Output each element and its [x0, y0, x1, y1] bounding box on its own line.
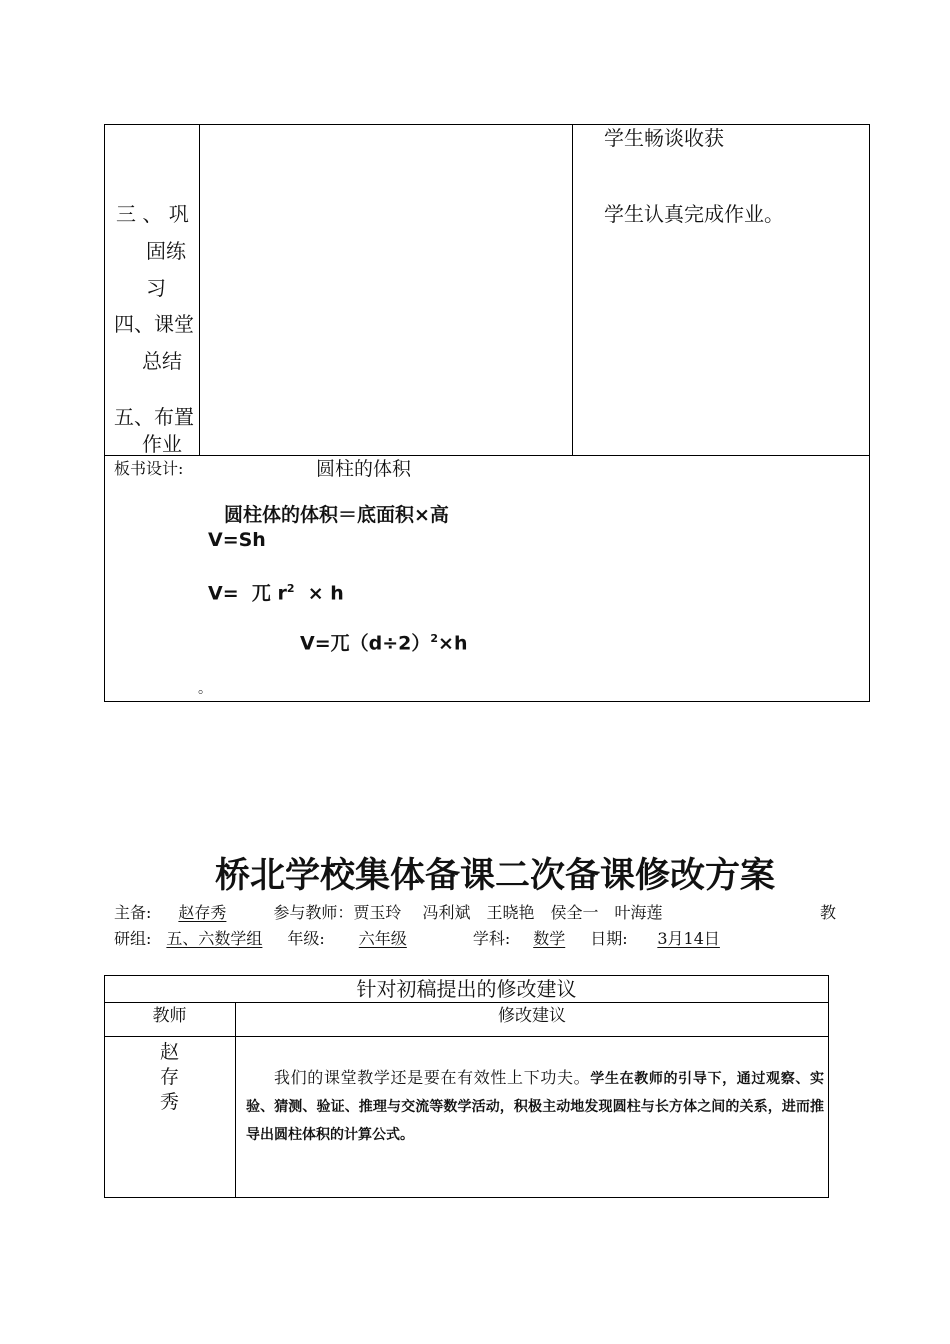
- student-activity-1: 学生畅谈收获: [604, 126, 724, 150]
- stage-line: 习: [146, 276, 166, 300]
- table-divider-1: [199, 124, 200, 456]
- rtable-divider: [235, 1002, 236, 1198]
- stage-line: 作业: [142, 432, 182, 456]
- table-border-top: [104, 124, 870, 125]
- rtable-border-bottom: [104, 1197, 829, 1198]
- board-label: 板书设计:: [114, 459, 184, 478]
- suggestion-bold: 学生在教师的引导下，通过观察、实验、猜测、验证、推理与交流等数学活动，积极主动地发现圆柱与长方体之间的关系，进而推导出圆柱体积的计算公式。: [246, 1071, 824, 1143]
- subject-value: 数学: [533, 929, 566, 948]
- table-border-right: [869, 124, 870, 702]
- formula-part: ×h: [438, 632, 468, 655]
- col-teacher-header: 教师: [152, 1006, 187, 1026]
- formula-main: 圆柱体的体积＝底面积×高: [224, 504, 449, 526]
- stage-homework: [108, 404, 198, 458]
- meta-line-2: [114, 928, 874, 950]
- date-label: 日期:: [590, 929, 628, 948]
- row-teacher-name: [104, 1040, 235, 1115]
- subject-label: 学科:: [472, 929, 511, 948]
- formula-part: V= 兀 r: [208, 582, 287, 605]
- grade-value: 六年级: [358, 929, 407, 948]
- participants-value: ：贾玉玲 冯利斌 王晓艳 侯全一 叶海莲: [337, 903, 663, 922]
- table-divider-2: [572, 124, 573, 456]
- teacher-char: 赵: [159, 1041, 179, 1063]
- meta-line-1: [114, 902, 874, 924]
- stage-line: 三 、 巩: [116, 202, 189, 226]
- group-value: 五、六数学组: [166, 929, 263, 948]
- revision-title: 桥北学校集体备课二次备课修改方案: [214, 856, 775, 896]
- stage-line: 五、布置: [114, 405, 194, 429]
- table-border-left: [104, 124, 105, 702]
- date-value: 3月14日: [657, 929, 720, 948]
- stage-line: 固练: [146, 239, 186, 263]
- suggestion-plain: 我们的课堂教学还是要在有效性上下功夫。: [274, 1068, 591, 1087]
- formula-exponent: 2: [286, 582, 295, 595]
- col-suggestion-header: 修改建议: [498, 1006, 566, 1026]
- stage-summary: [108, 306, 198, 380]
- rtable-header: 针对初稿提出的修改建议: [356, 977, 577, 1001]
- formula-exponent: 2: [430, 632, 439, 645]
- stage-consolidate: [108, 196, 198, 307]
- table-border-mid: [104, 455, 870, 456]
- formula-radius: [208, 577, 344, 605]
- stage-line: 总结: [142, 349, 182, 373]
- student-activity-2: 学生认真完成作业。: [604, 202, 784, 226]
- formula-diameter: [300, 627, 467, 655]
- table-border-bottom: [104, 701, 870, 702]
- formula-part: V=兀（d÷2）: [300, 632, 431, 655]
- board-end-mark: 。: [198, 681, 212, 697]
- participants-label: 参与教师: [273, 903, 338, 922]
- formula-part: × h: [294, 582, 344, 605]
- row-suggestion: [246, 1064, 824, 1149]
- board-title: 圆柱的体积: [316, 458, 412, 480]
- grade-label: 年级:: [287, 929, 325, 948]
- meta-trailing: 教: [820, 903, 837, 922]
- host-value: 赵存秀: [178, 903, 227, 922]
- rtable-border-colhead: [104, 1036, 829, 1037]
- host-label: 主备:: [114, 903, 152, 922]
- teacher-char: 存: [159, 1066, 179, 1088]
- formula-sh: V=Sh: [208, 529, 266, 551]
- group-label: 研组:: [114, 929, 152, 948]
- stage-line: 四、课堂: [114, 312, 194, 336]
- teacher-char: 秀: [159, 1091, 179, 1113]
